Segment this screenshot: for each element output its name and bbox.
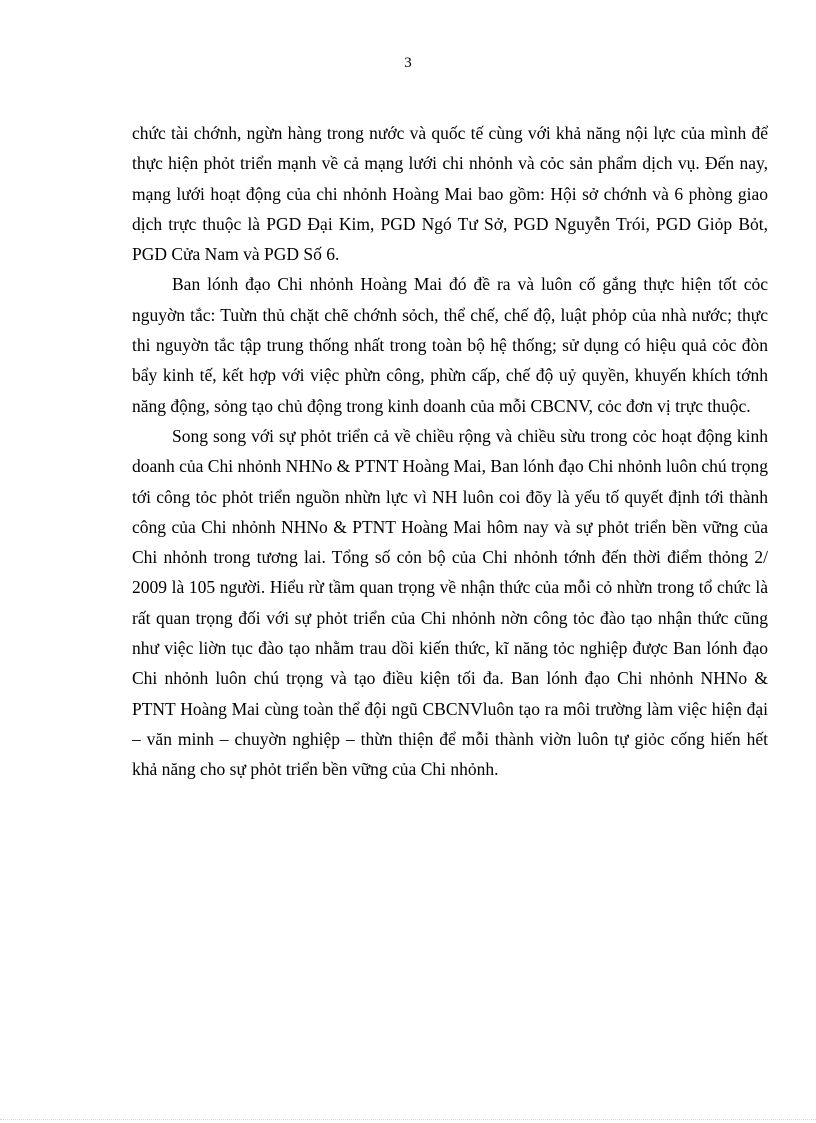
document-body <box>132 118 768 785</box>
page-number: 3 <box>404 55 412 71</box>
paragraph-leadership-principles: Ban lónh đạo Chi nhỏnh Hoàng Mai đó đề ra và luôn cố gắng thực hiện tốt cỏc nguyờn tắc: Tuừn thủ chặt chẽ chớnh sỏch, thể chế, chế độ, luật phỏp của nhà nước; thực thi nguyờn tắc tập trung thống nhất trong toàn bộ hệ thống; sử dụng có hiệu quả cỏc đòn bẩy kinh tế, kết hợp với việc phừn công, phừn cấp, chế độ uỷ quyền, khuyến khích tớnh năng động, sỏng tạo chủ động trong kinh doanh của mỗi CBCNV, cỏc đơn vị trực thuộc. <box>132 274 768 416</box>
paragraph-human-resources: Song song với sự phỏt triển cả về chiều rộng và chiều sừu trong cỏc hoạt động kinh doanh của Chi nhỏnh NHNo & PTNT Hoàng Mai, Ban lónh đạo Chi nhỏnh luôn chú trọng tới công tỏc phỏt triển nguồn nhừn lực vì NH luôn coi đõy là yếu tố quyết định tới thành công của Chi nhỏnh NHNo & PTNT Hoàng Mai hôm nay và sự phỏt triển bền vững của Chi nhỏnh trong tương lai. Tổng số cỏn bộ của Chi nhỏnh tớnh đến thời điểm thỏng 2/ 2009 là 105 người. Hiểu rừ tầm quan trọng về nhận thức của mỗi cỏ nhừn trong tổ chức là rất quan trọng đối với sự phỏt triển của Chi nhỏnh nờn công tỏc đào tạo nhận thức cũng như việc liờn tục đào tạo nhằm trau dồi kiến thức, kĩ năng tỏc nghiệp được Ban lónh đạo Chi nhỏnh luôn chú trọng và tạo điều kiện tối đa. Ban lónh đạo Chi nhỏnh NHNo & PTNT Hoàng Mai cùng toàn thể đội ngũ CBCNVluôn tạo ra môi trường làm việc hiện đại – văn minh – chuyờn nghiệp – thừn thiện để mỗi thành viờn luôn tự giỏc cống hiến hết khả năng cho sự phỏt triển bền vững của Chi nhỏnh. <box>132 425 768 780</box>
page-bottom-border <box>0 1119 816 1120</box>
paragraph-continuation: chức tài chớnh, ngừn hàng trong nước và quốc tế cùng với khả năng nội lực của mình để thực hiện phỏt triển mạnh về cả mạng lưới chi nhỏnh và cỏc sản phẩm dịch vụ. Đến nay, mạng lưới hoạt động của chi nhỏnh Hoàng Mai bao gồm: Hội sở chớnh và 6 phòng giao dịch trực thuộc là PGD Đại Kim, PGD Ngó Tư Sở, PGD Nguyễn Trói, PGD Giỏp Bỏt, PGD Cửa Nam và PGD Số 6. <box>132 123 768 265</box>
